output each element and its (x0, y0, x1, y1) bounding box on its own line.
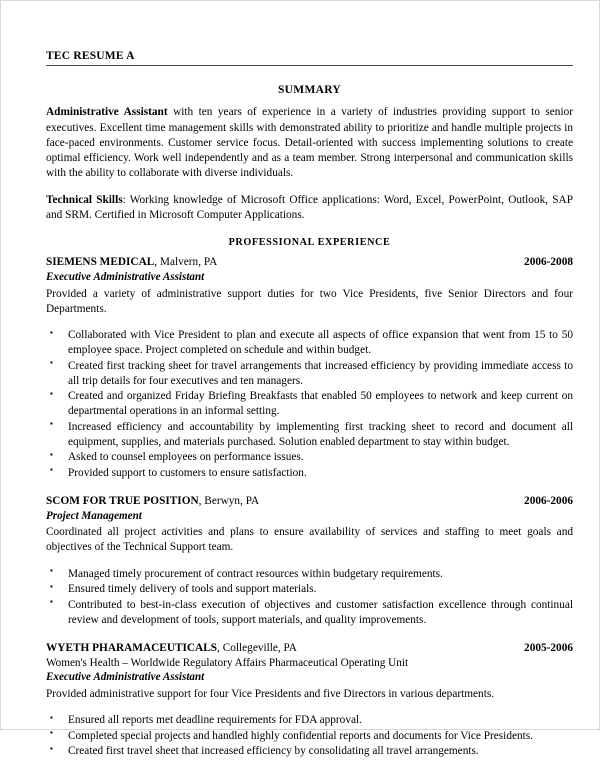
job-location: , Malvern, PA (154, 256, 218, 269)
bullet-item: ▪ Ensured all reports met deadline requirements for FDA approval. (46, 713, 573, 728)
job-dates: 2005-2006 (524, 641, 573, 654)
bullet-item: ▪ Asked to counsel employees on performance issues. (46, 450, 573, 465)
bullet-item: ▪ Completed special projects and handled highly confidential reports and documents for Vice Presidents. (46, 729, 573, 744)
job-org-line (46, 494, 259, 509)
job-header-line (46, 494, 573, 509)
job-dates: 2006-2006 (524, 494, 573, 507)
technical-skills-paragraph (46, 193, 573, 224)
job-organization: WYETH PHARAMACEUTICALS (46, 641, 218, 654)
summary-section-heading: SUMMARY (277, 84, 342, 97)
bullet-item: ▪ Ensured timely delivery of tools and support materials. (46, 582, 573, 597)
job-summary: Provided a variety of administrative support duties for two Vice Presidents, five Senior Directors and four Departments. (46, 287, 573, 315)
job-summary: Provided administrative support for four Vice Presidents and five Directors in various departments. (46, 687, 495, 700)
summary-body-text: with ten years of experience in a variety of industries providing support to senior executives. Excellent time management skills with demonstrated ability to prioritize and handle multiple projects in face-paced environments. Customer service focus. Detail-oriented with success implementing solutions to create optimal efficiency. Work well independently and as a team member. Strong interpersonal and communication skills with the ability to collaborate with diverse individuals. (46, 106, 574, 180)
technical-skills-body: : Working knowledge of Microsoft Office applications: Word, Excel, PowerPoint, Outlook, SAP and SRM. Certified in Microsoft Computer Applications. (46, 193, 573, 222)
job-entry (46, 494, 573, 628)
professional-experience-heading (46, 237, 573, 248)
job-title: Project Management (46, 509, 142, 522)
bullet-item: ▪ Created first tracking sheet for travel arrangements that increased efficiency by providing immediate access to all trip details for four executives and ten managers. (46, 359, 573, 389)
summary-paragraph (46, 105, 573, 181)
job-bullet-list (46, 713, 573, 759)
job-summary: Coordinated all project activities and plans to ensure availability of services and staffing to meet goals and objectives of the Technical Support team. (46, 526, 573, 554)
job-org-line (46, 255, 217, 270)
job-dates: 2006-2008 (524, 256, 573, 269)
job-bullet-list (46, 328, 573, 481)
technical-skills-label: Technical Skills (46, 193, 123, 206)
job-entry (46, 641, 573, 759)
job-title: Executive Administrative Assistant (46, 271, 205, 284)
job-organization: SIEMENS MEDICAL (46, 256, 155, 269)
bullet-item: ▪ Created and organized Friday Briefing Breakfasts that enabled 50 employees to network and keep current on departmental operations in an informal setting. (46, 389, 573, 419)
job-location: , Berwyn, PA (198, 494, 260, 507)
job-header-line (46, 255, 573, 270)
bullet-item: ▪ Managed timely procurement of contract resources within budgetary requirements. (46, 567, 573, 582)
job-org-line (46, 641, 297, 656)
job-organization: SCOM FOR TRUE POSITION (46, 494, 199, 507)
bullet-item: ▪ Collaborated with Vice President to plan and execute all aspects of office expansion that went from 15 to 50 employee space. Project completed on schedule and within budget. (46, 328, 573, 358)
bullet-item: ▪ Contributed to best-in-class execution of objectives and customer satisfaction excellence through continual review and development of tools, support materials, and quality improvements. (46, 598, 573, 628)
job-bullet-list (46, 567, 573, 628)
bullet-item: ▪ Created first travel sheet that increased efficiency by consolidating all travel arrangements. (46, 744, 573, 759)
professional-experience-heading-text: PROFESSIONAL EXPERIENCE (228, 237, 391, 249)
job-subunit: Women's Health – Worldwide Regulatory Affairs Pharmaceutical Operating Unit (46, 656, 409, 669)
job-title: Executive Administrative Assistant (46, 671, 205, 684)
job-location: , Collegeville, PA (217, 641, 297, 654)
bullet-item: ▪ Provided support to customers to ensure satisfaction. (46, 466, 573, 481)
document-body (46, 49, 573, 760)
document-header-label: TEC RESUME A (46, 49, 573, 66)
bullet-item: ▪ Increased efficiency and accountability by implementing first tracking sheet to record and document all equipment, supplies, and materials purchased. Solution enabled department to stay within budget. (46, 420, 573, 450)
summary-lead-role: Administrative Assistant (46, 106, 168, 119)
job-entry (46, 255, 573, 481)
job-header-line (46, 641, 573, 656)
